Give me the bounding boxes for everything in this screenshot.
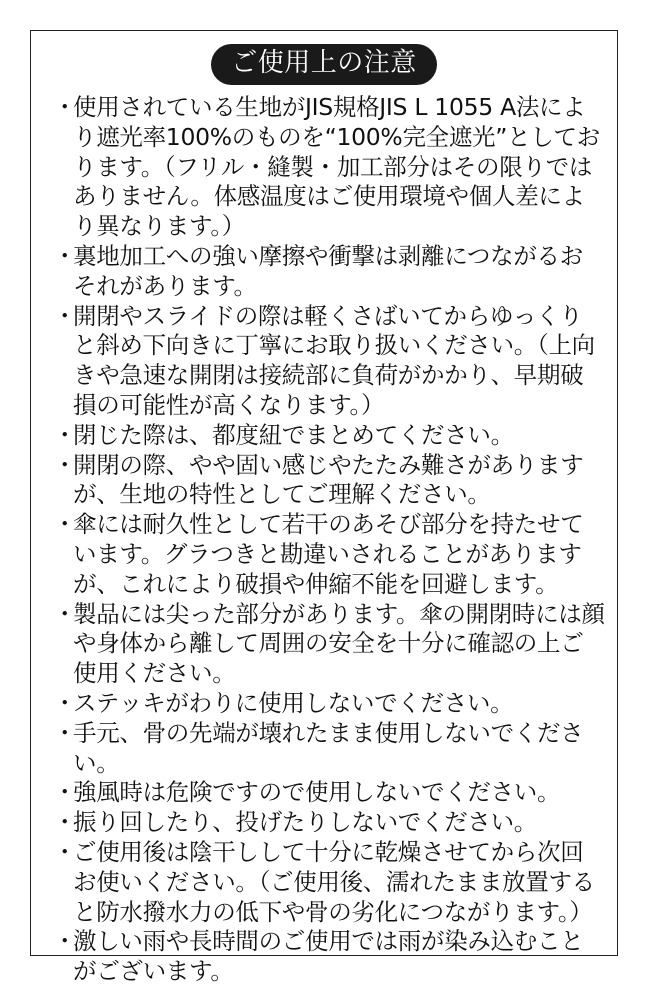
- notice-item-usage-fabric: [53, 93, 605, 242]
- title-wrap: [31, 44, 617, 85]
- bullet-mark: ・: [53, 510, 77, 539]
- notice-text: 振り回したり、投げたりしないでください。: [73, 808, 537, 837]
- bullet-mark: ・: [53, 93, 77, 121]
- notice-title: ご使用上の注意: [211, 44, 437, 85]
- notice-item-sharp-parts: [53, 600, 605, 689]
- notice-item-not-cane: [53, 689, 605, 719]
- bullet-mark: ・: [53, 301, 77, 330]
- bullet-mark: ・: [53, 718, 77, 747]
- notice-text: 使用されている生地がJIS規格JIS L 1055 A法により遮光率100%のものを“100%完全遮光”としております。（フリル・縫製・加工部分はその限りではありません。体感温度はご使用環境や個人差により異なります。）: [73, 93, 600, 241]
- notice-item-no-swinging: [53, 808, 605, 838]
- notice-text: 開閉の際、やや固い感じやたたみ難さがありますが、生地の特性としてご理解ください。: [73, 450, 584, 509]
- notice-item-heavy-rain: [53, 927, 605, 987]
- notice-item-stiffness: [53, 451, 605, 511]
- notice-text: 手元、骨の先端が壊れたまま使用しないでください。: [73, 718, 584, 777]
- bullet-mark: ・: [53, 450, 77, 479]
- notice-text: 強風時は危険ですので使用しないでください。: [73, 778, 561, 807]
- notice-text: 製品には尖った部分があります。傘の開閉時には顔や身体から離して周囲の安全を十分に確認の上ご使用ください。: [73, 599, 605, 688]
- notice-item-broken-parts: [53, 719, 605, 779]
- bullet-mark: ・: [53, 599, 77, 628]
- bullet-mark: ・: [53, 927, 77, 956]
- notice-item-closing-strap: [53, 421, 605, 451]
- notice-item-drying: [53, 838, 605, 927]
- notice-text: ご使用後は陰干しして十分に乾燥させてから次回お使いください。（ご使用後、濡れたまま放置すると防水撥水力の低下や骨の劣化につながります。）: [73, 837, 595, 926]
- bullet-mark: ・: [53, 837, 77, 866]
- notice-text: 傘には耐久性として若干のあそび部分を持たせています。グラつきと勘違いされることがありますが、これにより破損や伸縮不能を回避します。: [73, 510, 584, 598]
- bullet-mark: ・: [53, 688, 77, 717]
- bullet-mark: ・: [53, 808, 77, 837]
- notice-item-opening-care: [53, 302, 605, 421]
- notice-item-strong-wind: [53, 778, 605, 808]
- notice-frame: [30, 30, 618, 986]
- notice-text: ステッキがわりに使用しないでください。: [73, 688, 514, 717]
- notice-text: 裏地加工への強い摩擦や衝撃は剥離につながるおそれがあります。: [73, 241, 583, 300]
- bullet-mark: ・: [53, 778, 77, 807]
- notice-item-play-allowance: [53, 510, 605, 599]
- bullet-mark: ・: [53, 420, 77, 449]
- notice-text: 激しい雨や長時間のご使用では雨が染み込むことがございます。: [73, 927, 584, 986]
- notice-item-lining-friction: [53, 242, 605, 302]
- notice-list: [53, 93, 605, 987]
- notice-text: 開閉やスライドの際は軽くさばいてからゆっくりと斜め下向きに丁寧にお取り扱いください。（上向きや急速な開閉は接続部に負荷がかかり、早期破損の可能性が高くなります。）: [73, 301, 595, 419]
- notice-text: 閉じた際は、都度紐でまとめてください。: [73, 420, 514, 449]
- bullet-mark: ・: [53, 241, 77, 270]
